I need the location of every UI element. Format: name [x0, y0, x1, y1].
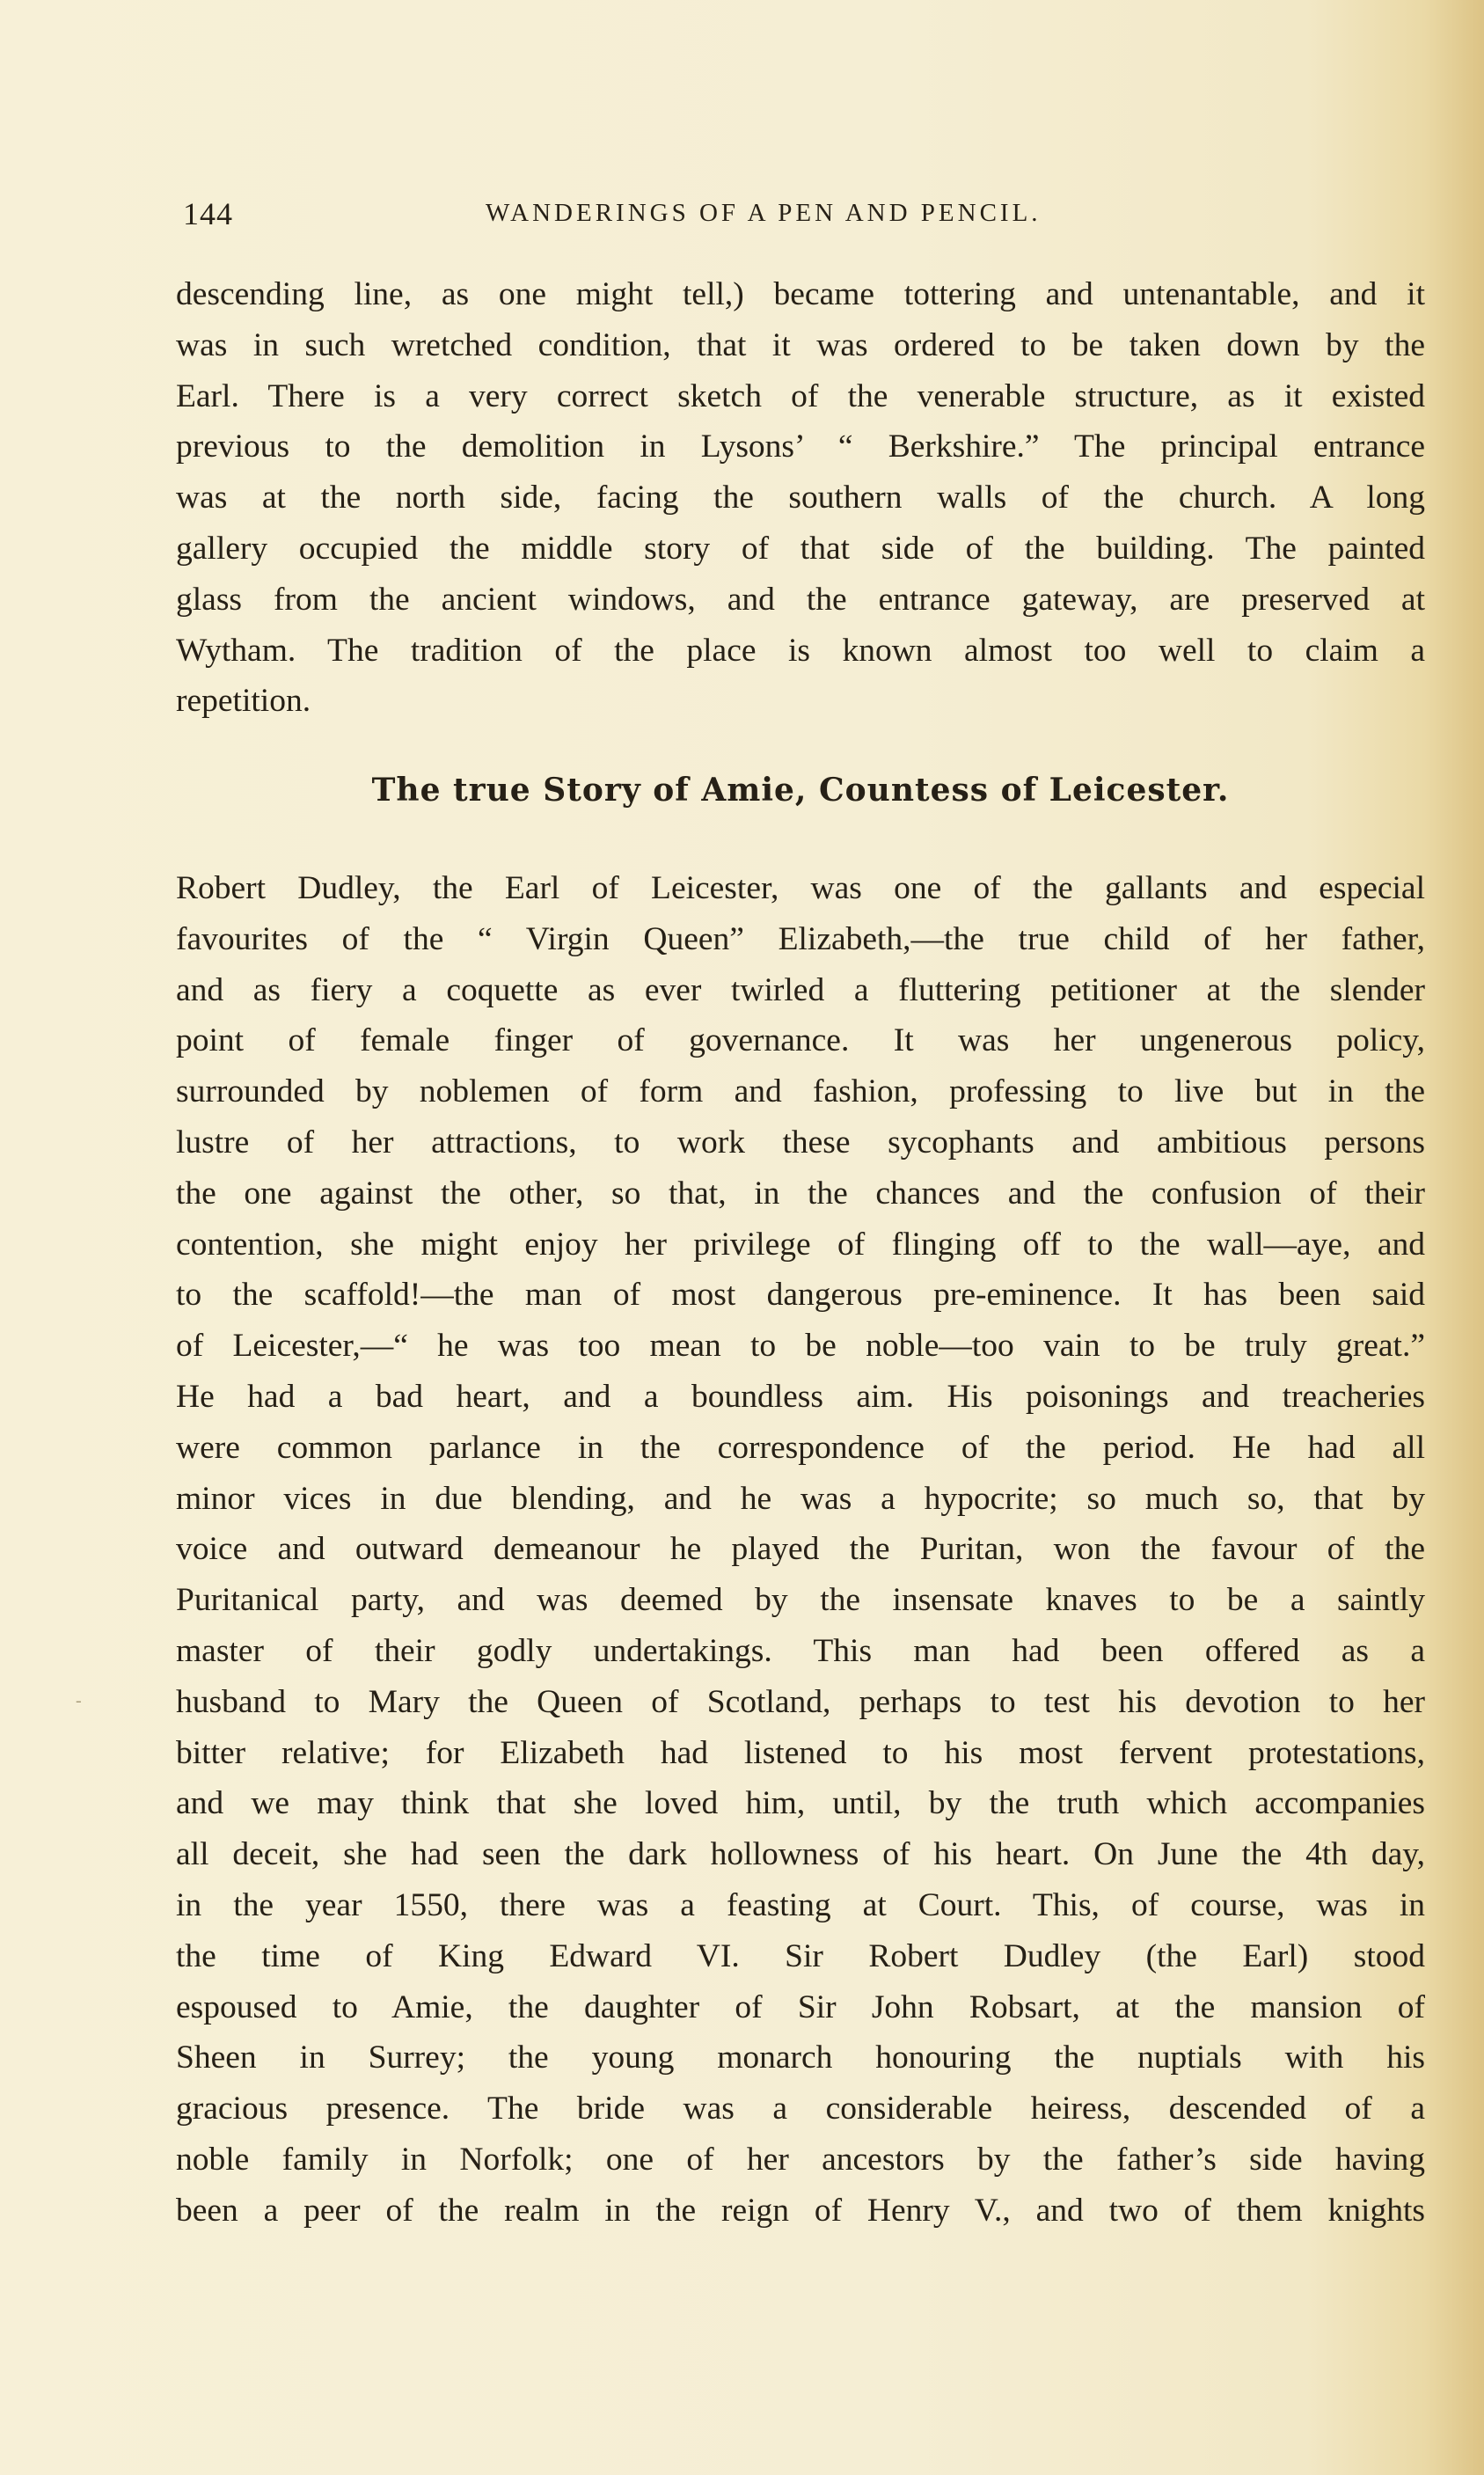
- text-line: lustre of her attractions, to work these sycophants and ambitious persons: [176, 1124, 1425, 1161]
- text-line: glass from the ancient windows, and the entrance gateway, are preserved at: [176, 581, 1425, 618]
- text-line: master of their godly undertakings. This man had been offered as a: [176, 1632, 1425, 1669]
- text-line: contention, she might enjoy her privilege of flinging off to the wall—aye, and: [176, 1226, 1425, 1263]
- text-line: been a peer of the realm in the reign of Henry V., and two of them knights: [176, 2192, 1425, 2229]
- text-line: espoused to Amie, the daughter of Sir John Robsart, at the mansion of: [176, 1988, 1425, 2025]
- text-line: the time of King Edward VI. Sir Robert Dudley (the Earl) stood: [176, 1937, 1425, 1974]
- text-line: Earl. There is a very correct sketch of the venerable structure, as it existed: [176, 377, 1425, 414]
- text-line: repetition.: [176, 683, 311, 720]
- section-heading: The true Story of Amie, Countess of Leicester.: [371, 772, 1230, 809]
- text-line: the one against the other, so that, in the chances and the confusion of their: [176, 1175, 1425, 1212]
- text-line: gracious presence. The bride was a considerable heiress, descended of a: [176, 2091, 1425, 2127]
- text-line: previous to the demolition in Lysons’ “ Berkshire.” The principal entrance: [176, 428, 1425, 465]
- margin-mark: -: [76, 1691, 82, 1710]
- text-line: was at the north side, facing the southern walls of the church. A long: [176, 480, 1425, 516]
- paragraph-intro: [176, 269, 1425, 727]
- text-line: husband to Mary the Queen of Scotland, perhaps to test his devotion to her: [176, 1683, 1425, 1720]
- paragraph-story: [176, 863, 1425, 2237]
- text-line: and as fiery a coquette as ever twirled a fluttering petitioner at the slender: [176, 971, 1425, 1008]
- running-title: WANDERINGS OF A PEN AND PENCIL.: [486, 199, 1042, 227]
- text-line: point of female finger of governance. It was her ungenerous policy,: [176, 1022, 1425, 1059]
- text-line: Robert Dudley, the Earl of Leicester, was one of the gallants and especial: [176, 870, 1425, 906]
- text-line: minor vices in due blending, and he was a hypocrite; so much so, that by: [176, 1480, 1425, 1517]
- text-line: in the year 1550, there was a feasting at Court. This, of course, was in: [176, 1886, 1425, 1923]
- text-line: were common parlance in the correspondence of the period. He had all: [176, 1429, 1425, 1466]
- text-line: Wytham. The tradition of the place is known almost too well to claim a: [176, 632, 1425, 669]
- text-line: He had a bad heart, and a boundless aim. His poisonings and treacheries: [176, 1378, 1425, 1415]
- text-line: Puritanical party, and was deemed by the insensate knaves to be a saintly: [176, 1582, 1425, 1619]
- text-line: to the scaffold!—the man of most dangerous pre-eminence. It has been said: [176, 1277, 1425, 1314]
- text-line: all deceit, she had seen the dark hollowness of his heart. On June the 4th day,: [176, 1836, 1425, 1873]
- text-line: descending line, as one might tell,) became tottering and untenantable, and it: [176, 276, 1425, 312]
- text-line: and we may think that she loved him, until, by the truth which accompanies: [176, 1785, 1425, 1822]
- text-line: voice and outward demeanour he played the Puritan, won the favour of the: [176, 1531, 1425, 1568]
- text-line: surrounded by noblemen of form and fashion, professing to live but in the: [176, 1073, 1425, 1110]
- text-line: noble family in Norfolk; one of her ancestors by the father’s side having: [176, 2141, 1425, 2178]
- text-line: favourites of the “ Virgin Queen” Elizabeth,—the true child of her father,: [176, 920, 1425, 957]
- text-line: gallery occupied the middle story of that side of the building. The painted: [176, 530, 1425, 567]
- text-line: bitter relative; for Elizabeth had listened to his most fervent protestations,: [176, 1734, 1425, 1771]
- page-number: 144: [183, 196, 233, 231]
- text-line: Sheen in Surrey; the young monarch honouring the nuptials with his: [176, 2039, 1425, 2076]
- text-line: was in such wretched condition, that it was ordered to be taken down by the: [176, 326, 1425, 363]
- running-head: [183, 195, 1423, 248]
- text-line: of Leicester,—“ he was too mean to be noble—too vain to be truly great.”: [176, 1328, 1425, 1365]
